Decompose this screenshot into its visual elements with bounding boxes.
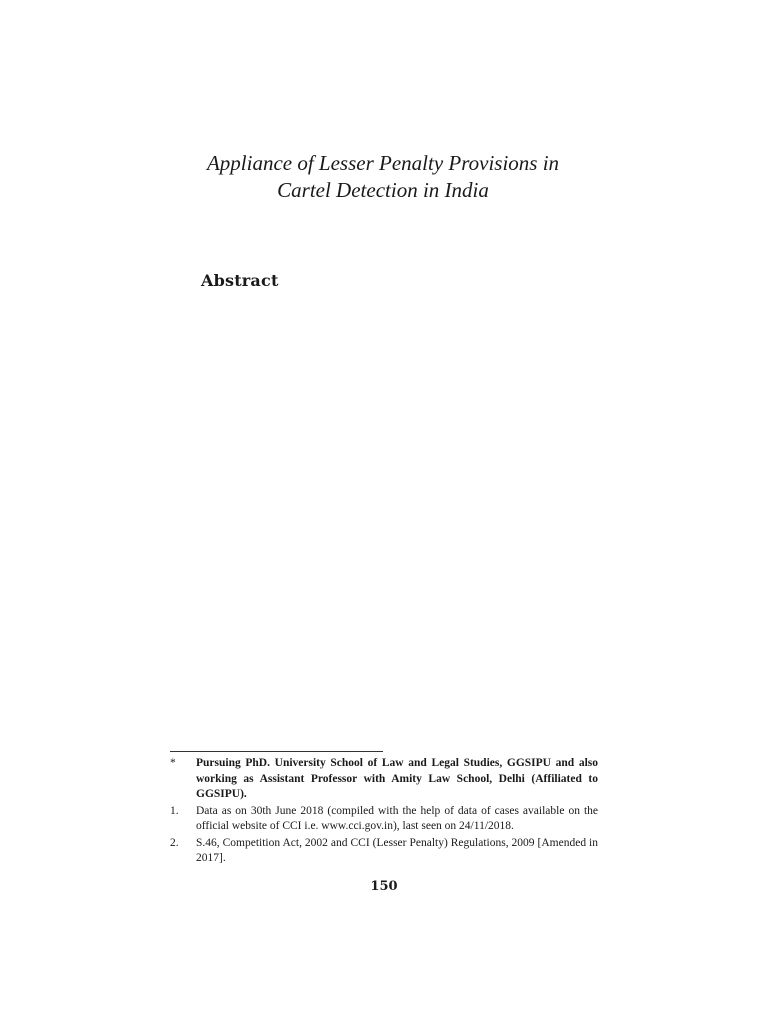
footnote-text: S.46, Competition Act, 2002 and CCI (Lesser Penalty) Regulations, 2009 [Amended in 2017]. (196, 836, 598, 864)
footnote-author (170, 756, 598, 803)
footnote-text: Pursuing PhD. University School of Law and Legal Studies, GGSIPU and also working as Assistant Professor with Amity Law School, Delhi (Affiliated to GGSIPU). (196, 757, 598, 800)
footnote-separator (170, 751, 383, 752)
article-title-line-2: Cartel Detection in India (277, 178, 489, 202)
footnote-marker: * (170, 757, 176, 769)
footnote-2 (170, 836, 598, 867)
footnotes-list (170, 756, 598, 868)
article-title-line-1: Appliance of Lesser Penalty Provisions in (206, 151, 560, 175)
footnote-marker: 2. (170, 836, 179, 849)
page-number: 150 (370, 879, 398, 894)
footnote-1 (170, 804, 598, 835)
footnote-marker: 1. (170, 804, 179, 817)
footnote-text: Data as on 30th June 2018 (compiled with the help of data of cases available on the official website of CCI i.e. www.cci.gov.in), last seen on 24/11/2018. (196, 804, 598, 832)
abstract-heading: Abstract (201, 271, 279, 290)
article-title (150, 150, 616, 204)
